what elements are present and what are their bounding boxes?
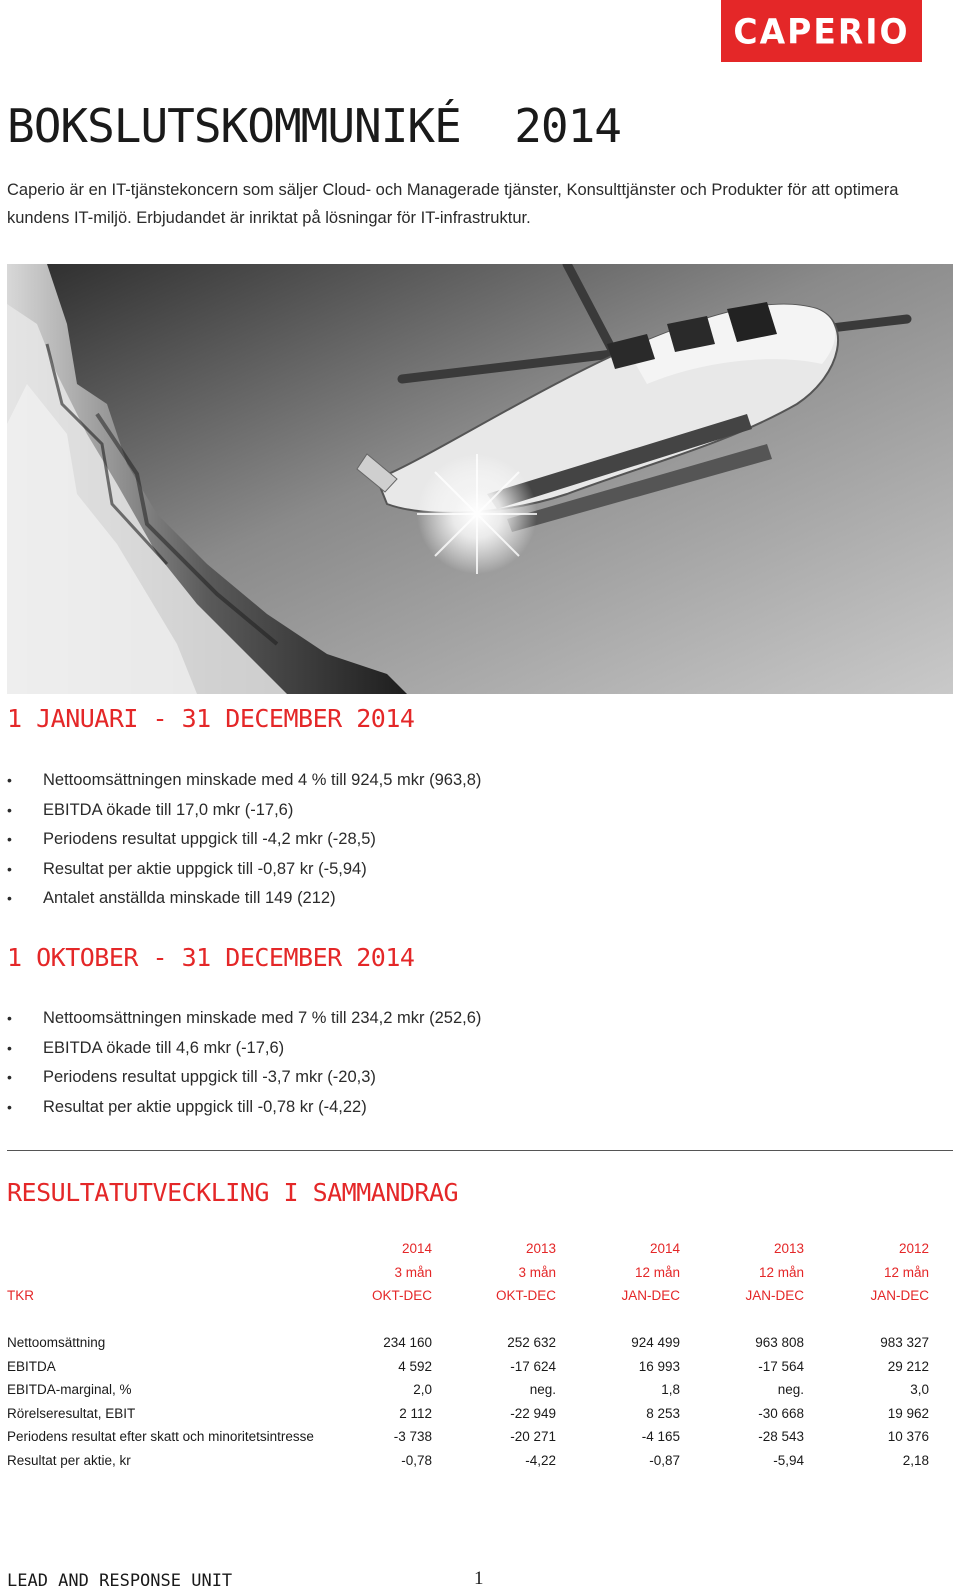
table-cell: 924 499 xyxy=(631,1335,680,1351)
table-row xyxy=(7,1355,929,1379)
row-label: Nettoomsättning xyxy=(7,1335,106,1351)
table-cell: 2,0 xyxy=(413,1382,432,1398)
table-cell: 29 212 xyxy=(887,1358,929,1374)
column-header: JAN-DEC xyxy=(621,1288,680,1304)
bullet-icon: • xyxy=(7,1039,12,1056)
bullet-icon: • xyxy=(7,1069,12,1085)
bullet-icon: • xyxy=(7,860,12,877)
table-cell: -4,22 xyxy=(525,1452,556,1468)
table-cell: 963 808 xyxy=(755,1335,804,1351)
table-cell: neg. xyxy=(777,1382,804,1398)
table-cell: 8 253 xyxy=(646,1405,680,1421)
helicopter-photo xyxy=(7,264,953,694)
bullet-icon: • xyxy=(7,801,12,818)
table-cell: -17 564 xyxy=(758,1358,804,1374)
table-cell: 234 160 xyxy=(383,1335,432,1351)
table-cell: -0,87 xyxy=(649,1452,680,1468)
summary-heading: RESULTATUTVECKLING I SAMMANDRAG xyxy=(7,1178,459,1207)
table-cell: -30 668 xyxy=(758,1405,804,1421)
section1-heading: 1 JANUARI - 31 DECEMBER 2014 xyxy=(7,704,415,733)
table-cell: -20 271 xyxy=(510,1429,556,1445)
logo-text: CAPERIO xyxy=(733,10,910,52)
table-row xyxy=(7,1331,929,1355)
bullet-icon: • xyxy=(7,1010,12,1026)
table-row xyxy=(7,1378,929,1402)
list-item: • Periodens resultat uppgick till -3,7 mkr (-20,3) xyxy=(7,1063,481,1093)
column-header: 12 mån xyxy=(883,1264,929,1280)
column-header: OKT-DEC xyxy=(371,1288,432,1304)
table-cell: -28 543 xyxy=(758,1429,804,1445)
row-label: Resultat per aktie, kr xyxy=(7,1452,131,1468)
bullet-icon: • xyxy=(7,831,12,847)
column-header: 2014 xyxy=(401,1241,432,1257)
column-header: OKT-DEC xyxy=(495,1288,556,1304)
table-cell: 4 592 xyxy=(398,1358,432,1374)
section2-bullets xyxy=(7,1004,481,1122)
list-item: • Nettoomsättningen minskade med 4 % till 924,5 mkr (963,8) xyxy=(7,766,481,796)
table-row xyxy=(7,1402,929,1426)
column-header: 12 mån xyxy=(758,1264,804,1280)
column-header: 12 mån xyxy=(634,1264,680,1280)
divider xyxy=(7,1150,953,1151)
column-header: 3 mån xyxy=(394,1264,432,1280)
footer-text: LEAD AND RESPONSE UNIT xyxy=(7,1571,233,1591)
bullet-icon: • xyxy=(7,1098,12,1115)
table-cell: 2 112 xyxy=(399,1405,432,1421)
header-row-range xyxy=(7,1284,929,1308)
list-item: • Periodens resultat uppgick till -4,2 mkr (-28,5) xyxy=(7,825,481,855)
column-header: 2012 xyxy=(898,1241,929,1257)
column-header: JAN-DEC xyxy=(870,1288,929,1304)
header-row-year xyxy=(7,1237,929,1261)
column-header: 2014 xyxy=(649,1241,680,1257)
header-row-period xyxy=(7,1261,929,1285)
table-cell: -22 949 xyxy=(510,1405,556,1421)
list-item: • Resultat per aktie uppgick till -0,87 kr (-5,94) xyxy=(7,855,481,885)
table-cell: 1,8 xyxy=(661,1382,680,1398)
list-item: • EBITDA ökade till 4,6 mkr (-17,6) xyxy=(7,1034,481,1064)
table-cell: 19 962 xyxy=(887,1405,929,1421)
table-row xyxy=(7,1449,929,1473)
intro-paragraph: Caperio är en IT-tjänstekoncern som säljer Cloud- och Managerade tjänster, Konsulttjänster och Produkter för att optimera kundens IT-miljö. Erbjudandet är inriktat på lösningar för IT-infrastruktur. xyxy=(7,181,899,227)
table-cell: 983 327 xyxy=(880,1335,929,1351)
bullet-icon: • xyxy=(7,772,12,788)
section1-bullets xyxy=(7,766,481,914)
list-item: • Resultat per aktie uppgick till -0,78 kr (-4,22) xyxy=(7,1093,481,1123)
summary-table xyxy=(7,1237,929,1472)
table-cell: -0,78 xyxy=(401,1452,432,1468)
list-item: • Nettoomsättningen minskade med 7 % till 234,2 mkr (252,6) xyxy=(7,1004,481,1034)
sun-rays xyxy=(417,454,537,574)
column-header: 3 mån xyxy=(518,1264,556,1280)
unit-label: TKR xyxy=(7,1288,34,1304)
row-label: Periodens resultat efter skatt och minoritetsintresse xyxy=(7,1429,314,1445)
table-row xyxy=(7,1425,929,1449)
page-title: BOKSLUTSKOMMUNIKÉ 2014 xyxy=(7,99,621,153)
table-cell: neg. xyxy=(529,1382,556,1398)
table-cell: 16 993 xyxy=(638,1358,680,1374)
row-label: EBITDA-marginal, % xyxy=(7,1382,132,1398)
section2-heading: 1 OKTOBER - 31 DECEMBER 2014 xyxy=(7,943,415,972)
list-item: • EBITDA ökade till 17,0 mkr (-17,6) xyxy=(7,796,481,826)
row-label: Rörelseresultat, EBIT xyxy=(7,1405,136,1421)
column-header: 2013 xyxy=(773,1241,804,1257)
row-label: EBITDA xyxy=(7,1358,56,1374)
column-header: JAN-DEC xyxy=(745,1288,804,1304)
table-cell: 3,0 xyxy=(910,1382,929,1398)
table-cell: 10 376 xyxy=(887,1429,929,1445)
bullet-icon: • xyxy=(7,890,12,906)
table-cell: -3 738 xyxy=(393,1429,432,1445)
table-cell: 2,18 xyxy=(902,1452,929,1468)
list-item: • Antalet anställda minskade till 149 (212) xyxy=(7,884,481,914)
table-cell: -5,94 xyxy=(773,1452,804,1468)
caperio-logo xyxy=(721,0,922,62)
table-cell: 252 632 xyxy=(507,1335,556,1351)
table-cell: -4 165 xyxy=(641,1429,680,1445)
table-cell: -17 624 xyxy=(510,1358,556,1374)
page-number: 1 xyxy=(474,1568,484,1589)
column-header: 2013 xyxy=(525,1241,556,1257)
